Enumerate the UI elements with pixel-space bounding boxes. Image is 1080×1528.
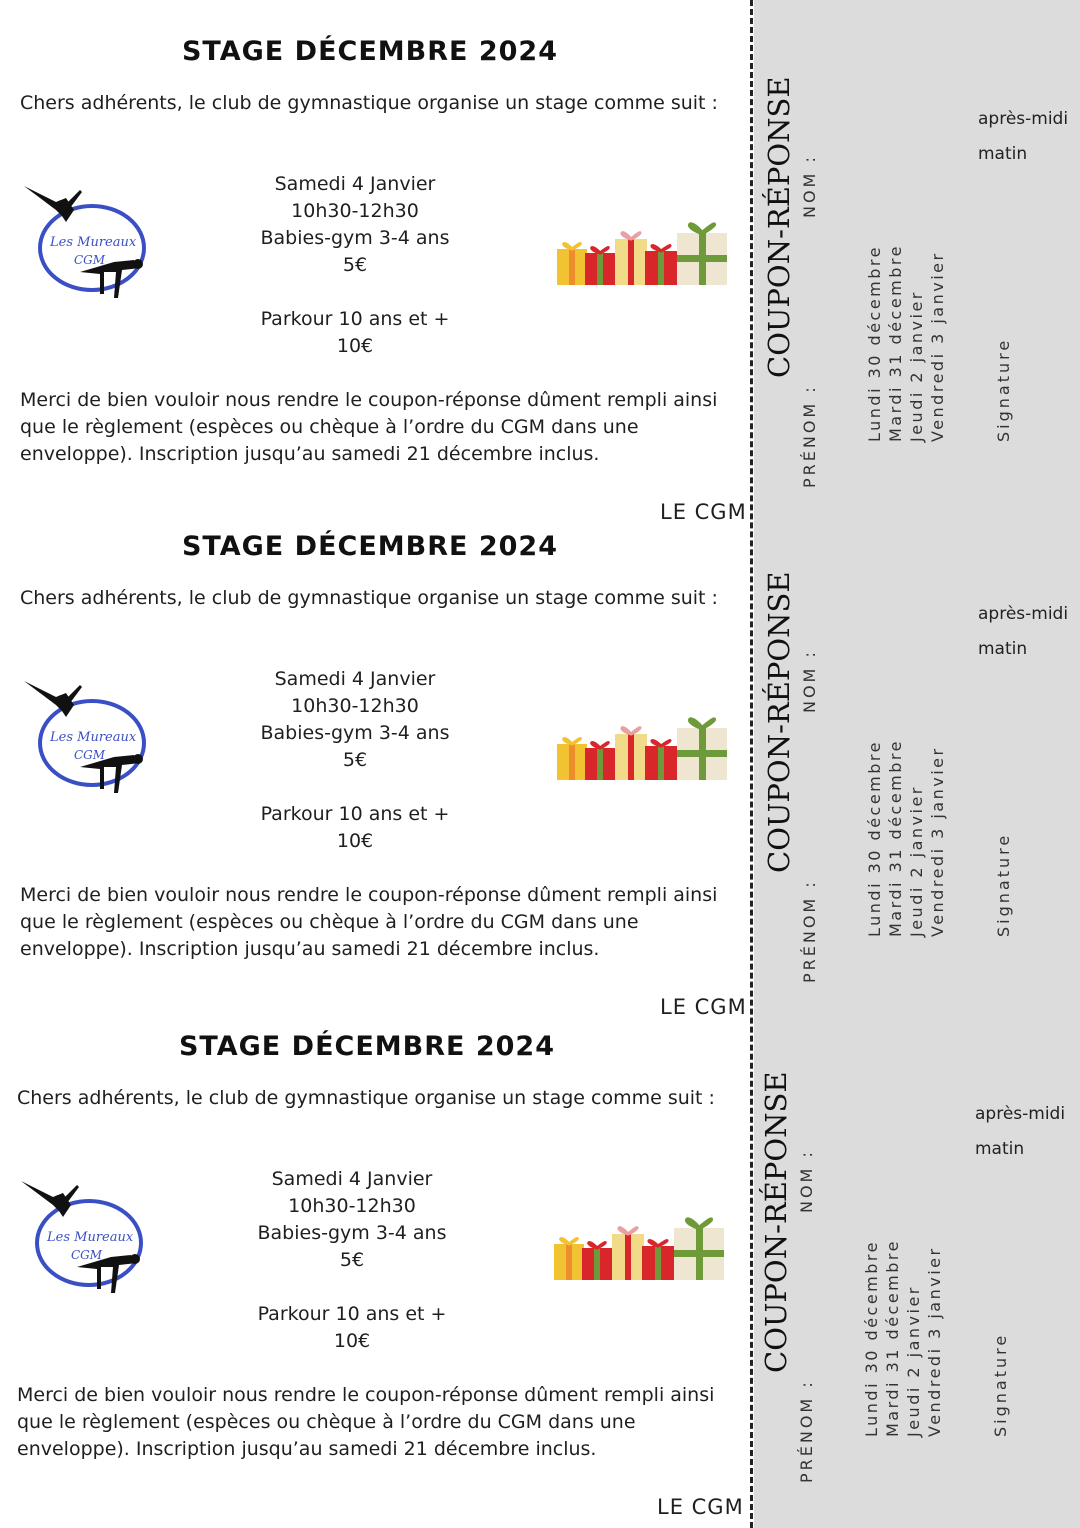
nom-field-label[interactable]: NOM : — [800, 649, 819, 713]
matin-option[interactable]: matin — [978, 639, 1028, 659]
babies-price: 5€ — [342, 749, 368, 771]
stage-time: 10h30-12h30 — [288, 1195, 416, 1217]
prenom-field-label[interactable]: PRÉNOM : — [800, 384, 819, 488]
stage-details — [215, 666, 495, 855]
club-logo — [22, 675, 152, 795]
signoff: LE CGM — [660, 500, 747, 524]
flyer-intro: Chers adhérents, le club de gymnastique organise un stage comme suit : — [20, 92, 718, 114]
prenom-field-label[interactable]: PRÉNOM : — [797, 1379, 816, 1483]
flyer-intro: Chers adhérents, le club de gymnastique organise un stage comme suit : — [20, 587, 718, 609]
logo-line1: Les Mureaux — [50, 235, 137, 250]
logo-line1: Les Mureaux — [50, 730, 137, 745]
flyer-title: STAGE DÉCEMBRE 2024 — [181, 36, 558, 67]
stage-date: Samedi 4 Janvier — [271, 1168, 433, 1190]
stage-date: Samedi 4 Janvier — [274, 173, 436, 195]
logo-line2: CGM — [74, 748, 106, 762]
babies-label: Babies-gym 3-4 ans — [257, 1222, 447, 1244]
signoff: LE CGM — [657, 1495, 744, 1519]
day-option-vendredi[interactable]: Vendredi 3 janvier — [928, 746, 947, 937]
day-option-vendredi[interactable]: Vendredi 3 janvier — [925, 1246, 944, 1437]
babies-price: 5€ — [339, 1249, 365, 1271]
logo-line2: CGM — [74, 253, 106, 267]
gymnast-top-icon — [24, 186, 82, 222]
day-options — [864, 739, 948, 937]
apres-midi-option[interactable]: après-midi — [978, 604, 1069, 624]
stage-date: Samedi 4 Janvier — [274, 668, 436, 690]
matin-option[interactable]: matin — [978, 144, 1028, 164]
day-option-mardi[interactable]: Mardi 31 décembre — [883, 1239, 902, 1437]
day-option-lundi[interactable]: Lundi 30 décembre — [862, 1240, 881, 1437]
coupon-title: COUPON-RÉPONSE — [762, 571, 796, 873]
flyer-section-2 — [0, 495, 1080, 1019]
stage-time: 10h30-12h30 — [291, 695, 419, 717]
gift-boxes-icon — [552, 1210, 727, 1282]
gymnast-top-icon — [24, 681, 82, 717]
parkour-price: 10€ — [336, 830, 374, 852]
day-option-jeudi[interactable]: Jeudi 2 janvier — [907, 290, 926, 442]
apres-midi-option[interactable]: après-midi — [975, 1104, 1066, 1124]
matin-option[interactable]: matin — [975, 1139, 1025, 1159]
club-logo — [19, 1175, 149, 1295]
parkour-label: Parkour 10 ans et + — [260, 803, 450, 825]
coupon-title: COUPON-RÉPONSE — [759, 1071, 793, 1373]
signature-field-label[interactable]: Signature — [991, 1332, 1010, 1437]
day-option-jeudi[interactable]: Jeudi 2 janvier — [904, 1285, 923, 1437]
babies-price: 5€ — [342, 254, 368, 276]
prenom-field-label[interactable]: PRÉNOM : — [800, 879, 819, 983]
parkour-label: Parkour 10 ans et + — [257, 1303, 447, 1325]
flyer-section-1 — [0, 0, 1080, 524]
gymnast-top-icon — [21, 1181, 79, 1217]
nom-field-label[interactable]: NOM : — [800, 154, 819, 218]
flyer-intro: Chers adhérents, le club de gymnastique organise un stage comme suit : — [17, 1087, 715, 1109]
flyer-outro: Merci de bien vouloir nous rendre le coupon-réponse dûment rempli ainsi que le règlement (espèces ou chèque à l’ordre du CGM dans une enveloppe). Inscription jusqu’au samedi 21 décembre inclus. — [20, 389, 718, 465]
signature-field-label[interactable]: Signature — [994, 337, 1013, 442]
apres-midi-option[interactable]: après-midi — [978, 109, 1069, 129]
day-option-vendredi[interactable]: Vendredi 3 janvier — [928, 251, 947, 442]
parkour-price: 10€ — [336, 335, 374, 357]
parkour-price: 10€ — [333, 1330, 371, 1352]
gift-boxes-icon — [555, 710, 730, 782]
flyer-title: STAGE DÉCEMBRE 2024 — [178, 1031, 555, 1062]
day-options — [864, 244, 948, 442]
nom-field-label[interactable]: NOM : — [797, 1149, 816, 1213]
stage-details — [215, 171, 495, 360]
day-option-lundi[interactable]: Lundi 30 décembre — [865, 245, 884, 442]
day-option-mardi[interactable]: Mardi 31 décembre — [886, 739, 905, 937]
parkour-label: Parkour 10 ans et + — [260, 308, 450, 330]
logo-line1: Les Mureaux — [47, 1230, 134, 1245]
babies-label: Babies-gym 3-4 ans — [260, 227, 450, 249]
flyer-section-3 — [0, 995, 1077, 1519]
club-logo — [22, 180, 152, 300]
stage-details — [212, 1166, 492, 1355]
flyer-outro: Merci de bien vouloir nous rendre le coupon-réponse dûment rempli ainsi que le règlement (espèces ou chèque à l’ordre du CGM dans une enveloppe). Inscription jusqu’au samedi 21 décembre inclus. — [20, 884, 718, 960]
day-option-lundi[interactable]: Lundi 30 décembre — [865, 740, 884, 937]
day-options — [861, 1239, 945, 1437]
logo-line2: CGM — [71, 1248, 103, 1262]
signoff: LE CGM — [660, 995, 747, 1019]
flyer-outro: Merci de bien vouloir nous rendre le coupon-réponse dûment rempli ainsi que le règlement (espèces ou chèque à l’ordre du CGM dans une enveloppe). Inscription jusqu’au samedi 21 décembre inclus. — [17, 1384, 715, 1460]
signature-field-label[interactable]: Signature — [994, 832, 1013, 937]
day-option-mardi[interactable]: Mardi 31 décembre — [886, 244, 905, 442]
coupon-title: COUPON-RÉPONSE — [762, 76, 796, 378]
day-option-jeudi[interactable]: Jeudi 2 janvier — [907, 785, 926, 937]
flyer-title: STAGE DÉCEMBRE 2024 — [181, 531, 558, 562]
babies-label: Babies-gym 3-4 ans — [260, 722, 450, 744]
stage-time: 10h30-12h30 — [291, 200, 419, 222]
gift-boxes-icon — [555, 215, 730, 287]
